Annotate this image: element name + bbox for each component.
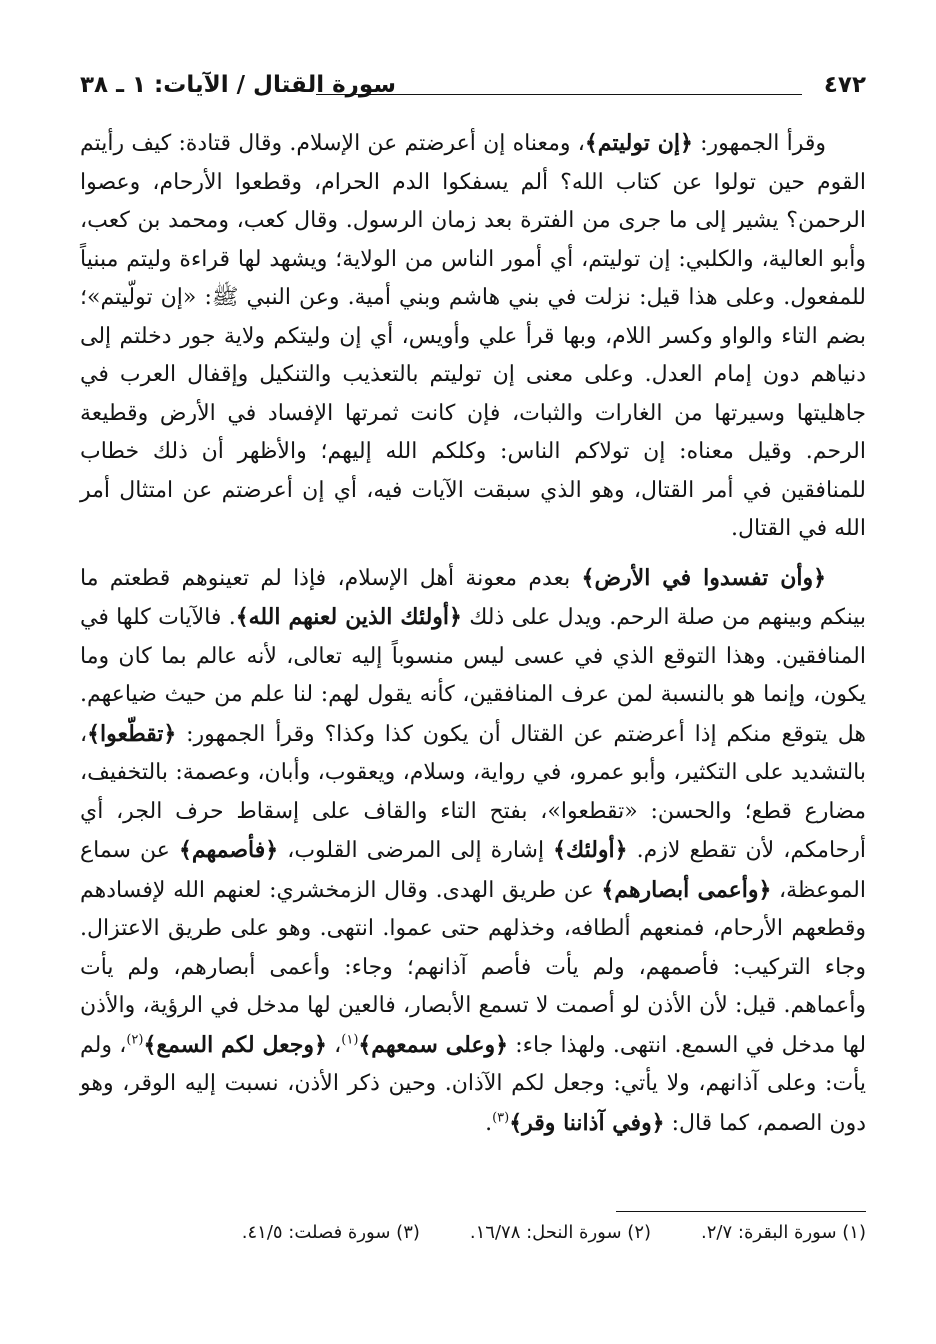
text-run: ، ومعناه إن أعرضتم عن الإسلام. وقال قتادة: كيف رأيتم القوم حين تولوا عن كتاب الله؟ ألم يسفكوا الدم الحرام، وقطعوا الأرحام، وعصوا الرحمن؟ يشير إلى ما جرى من الفترة بعد زمان الرسول. وقال كعب، ومحمد بن كعب، وأبو العالية، والكلبي: إن توليتم، أي أمور الناس من الولاية؛ ويشهد لها قراءة وليتم مبنياً للمفعول. وعلى هذا قيل: نزلت في بني هاشم وبني أمية. وعن النبي ﷺ: «إن تولّيتم»؛ بضم التاء والواو وكسر اللام، وبها قرأ علي وأويس، أي إن وليتكم ولاية جور دخلتم إلى دنياهم دون إمام العدل. وعلى معنى إن توليتم بالتعذيب والتنكيل وإقفال العرب في جاهليتها وسيرتها من الغارات والثبات، فإن كانت ثمرتها الإفساد في الأرض وقطيعة الرحم. وقيل معناه: إن تولاكم الناس: وكلكم الله إليهم؛ والأظهر أن ذلك خطاب للمنافقين في أمر القتال، وهو الذي سبقت الآيات فيه، أي إن أعرضتم عن امتثال أمر الله في القتال. <box>80 131 866 541</box>
text-run: . فالآيات كلها في المنافقين. وهذا التوقع الذي في عسى ليس منسوباً إليه تعالى، لأنه عالم بما كان وما يكون، وإنما هو بالنسبة لمن عرف المنافقين، كأنه يقول لهم: لنا علم من حيث ضياعهم. هل يتوقع منكم إذا أعرضتم عن القتال أن يكون كذا وكذا؟ وقرأ الجمهور: <box>80 605 866 747</box>
text-run: وقرأ الجمهور: <box>692 131 826 156</box>
footnote: (٢) سورة النحل: ١٦/٧٨. <box>469 1222 652 1243</box>
quran-quote: ﴿فأصمهم﴾ <box>178 837 279 863</box>
text-run: بعدم معونة أهل الإسلام، فإذا لم تعينوهم قطعتم ما بينكم وبينهم من صلة الرحم. ويدل على ذلك <box>80 565 866 630</box>
running-title: سورة القتال / الآيات: ١ ـ ٣٨ <box>80 72 396 98</box>
quran-quote: ﴿وأن تفسدوا في الأرض﴾ <box>581 564 826 591</box>
paragraph <box>80 559 866 1144</box>
quran-quote: ﴿وعلى سمعهم﴾ <box>358 1031 508 1058</box>
quran-quote: ﴿وفي آذاننا وقر﴾ <box>509 1109 665 1136</box>
footnote-ref[interactable]: (٢) <box>126 1032 144 1048</box>
footnote-ref[interactable]: (٣) <box>492 1110 510 1126</box>
body-text <box>80 124 866 1143</box>
paragraph <box>80 124 866 549</box>
footnotes <box>80 1222 866 1243</box>
footnote-ref[interactable]: (١) <box>341 1032 359 1048</box>
footnote: (٣) سورة فصلت: ٤١/٥. <box>241 1222 420 1243</box>
quran-quote: ﴿تقطّعوا﴾ <box>87 720 177 747</box>
text-run: ، ولم يأت: وعلى آذانهم، ولا يأتي: وجعل لكم الآذان. وحين ذكر الأذن، نسبت إليه الوقر، وهو دون الصمم، كما قال: <box>80 1032 866 1136</box>
footnote: (١) سورة البقرة: ٢/٧. <box>701 1222 866 1243</box>
quran-quote: ﴿أولئك﴾ <box>553 837 628 863</box>
text-run: ، بالتشديد على التكثير، وأبو عمرو، في رواية، وسلام، ويعقوب، وأبان، وعصمة: بالتخفيف، مضارع قطع؛ والحسن: «تقطعوا»، بفتح التاء والقاف على إسقاط حرف الجر، أي أرحامكم، لأن تقطع لازم. <box>80 721 867 863</box>
quran-quote: ﴿أولئك الذين لعنهم الله﴾ <box>235 604 462 630</box>
text-run: . <box>485 1110 493 1136</box>
footnote-separator <box>616 1211 866 1212</box>
text-run: عن سماع الموعظة، <box>80 838 866 903</box>
text-run: ، <box>326 1032 342 1058</box>
text-run: إشارة إلى المرضى القلوب، <box>278 838 554 863</box>
quran-quote: ﴿وأعمى أبصارهم﴾ <box>601 876 772 903</box>
text-run: عن طريق الهدى. وقال الزمخشري: لعنهم الله لإفسادهم وقطعهم الأرحام، فمنعهم ألطافه، وخذلهم حتى عموا. انتهى. وهو على طريق الاعتزال. وجاء التركيب: فأصمهم، ولم يأت فأصم آذانهم؛ وجاء: وأعمى أبصارهم، ولم يأت وأعماهم. قيل: لأن الأذن لو أصمت لا تسمع الأبصار، فالعين لها مدخل في الرؤية، والأذن لها مدخل في السمع. انتهى. ولهذا جاء: <box>80 877 867 1058</box>
quran-quote: ﴿إن توليتم﴾ <box>584 130 693 156</box>
page-header <box>80 72 866 112</box>
page-number: ٤٧٢ <box>823 72 866 98</box>
quran-quote: ﴿وجعل لكم السمع﴾ <box>143 1031 327 1058</box>
